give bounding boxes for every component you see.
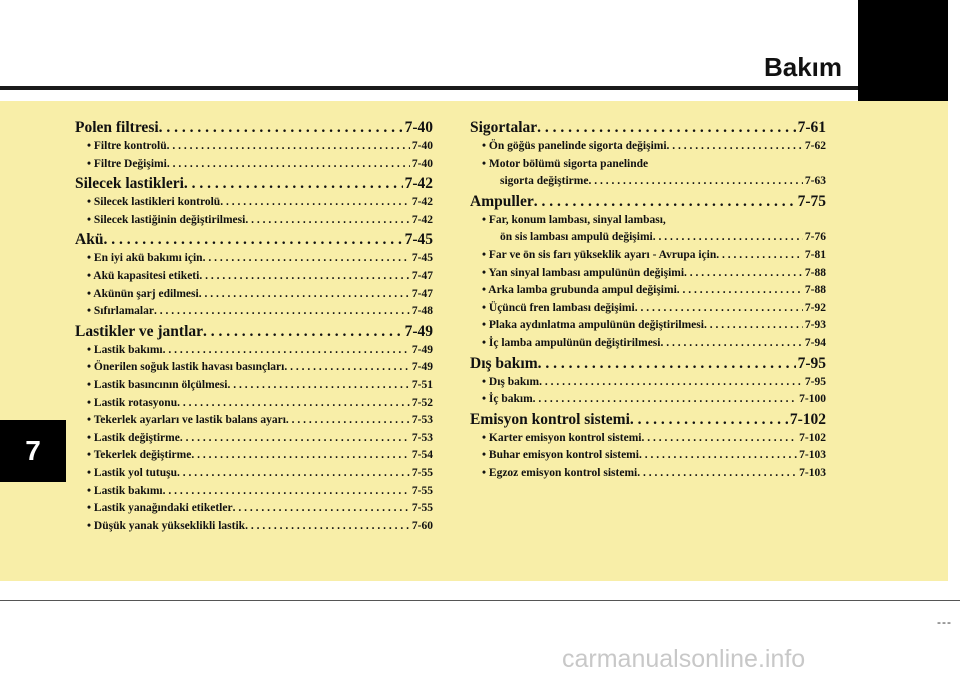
toc-subentry [75,359,433,377]
toc-subentry [75,483,433,501]
toc-subentry [75,250,433,268]
entry-title: • Arka lamba grubunda ampul değişimi [482,284,677,297]
toc-subentry: • Far, konum lambası, sinyal lambası, [482,213,666,226]
entry-title: • Dış bakım [482,375,540,388]
page-number: 7-45 [411,252,433,265]
toc-subentry [75,286,433,304]
dot-leader [286,412,410,430]
toc-subentry [75,465,433,483]
page-number: 7-42 [404,175,433,193]
entry-title: • Akünün şarj edilmesi [87,287,199,300]
entry-title: • Lastik bakımı [87,343,163,356]
chapter-tab: 7 [0,420,66,482]
page-number: 7-49 [404,322,433,340]
dot-leader [639,447,797,465]
watermark: carmanualsonline.info [562,645,806,673]
dot-leader [191,447,410,465]
dot-leader [533,391,797,409]
dot-leader [203,250,410,268]
page-number: 7-51 [411,378,433,391]
page-number: 7-102 [799,431,826,444]
dot-leader [154,303,410,321]
entry-title: • Buhar emisyon kontrol sistemi [482,449,639,462]
page-number: 7-103 [799,466,826,479]
dot-leader [184,173,403,194]
page-number: 7-40 [411,157,433,170]
entry-title: • Lastik bakımı [87,484,163,497]
entry-title: • Lastik basıncının ölçülmesi [87,378,228,391]
dot-leader [167,138,410,156]
entry-title: • Akü kapasitesi etiketi [87,269,200,282]
dot-leader [177,465,410,483]
corner-marks: --- [937,615,952,629]
entry-title: Ampuller [470,192,534,210]
entry-title: • Tekerlek değiştirme [87,449,192,462]
toc-subentry [75,377,433,395]
dot-leader [667,138,803,156]
dot-leader [716,247,803,265]
entry-title: Dış bakım [470,354,538,372]
toc-right-column [470,117,826,483]
toc-subentry [470,138,826,156]
toc-subentry [75,518,433,536]
entry-title: • Egzoz emisyon kontrol sistemi [482,466,638,479]
toc-subentry [75,395,433,413]
entry-title: • En iyi akü bakımı için [87,252,203,265]
dot-leader [199,268,410,286]
entry-title: • Far ve ön sis farı yükseklik ayarı - Avrupa için [482,248,717,261]
entry-title: • Ön göğüs panelinde sigorta değişimi [482,140,667,152]
toc-subentry [75,303,433,321]
toc-entry [75,229,433,250]
page-number: 7-55 [411,502,433,515]
page-number: 7-45 [404,231,433,249]
entry-title: • Önerilen soğuk lastik havası basınçları [87,361,285,374]
entry-title: • Filtre kontrolü [87,140,167,152]
toc-subentry [75,447,433,465]
toc-subentry [75,212,433,230]
page-number: 7-49 [411,343,433,356]
toc-subentry [470,447,826,465]
toc-subentry [470,374,826,392]
dot-leader [284,359,410,377]
page-number: 7-47 [411,287,433,300]
entry-title: • Plaka aydınlatma ampulünün değiştirilmesi [482,319,704,332]
page-number: 7-100 [799,393,826,406]
page-number: 7-42 [411,196,433,209]
entry-title: sigorta değiştirme [500,175,589,188]
page-number: 7-40 [404,119,433,136]
page-number: 7-53 [411,414,433,427]
dot-leader [167,156,410,174]
page-number: 7-55 [411,484,433,497]
dot-leader [635,300,803,318]
page-number: 7-55 [411,466,433,479]
dot-leader [177,395,410,413]
page-number: 7-60 [411,519,433,532]
page-number: 7-40 [411,140,433,152]
section-title: Bakım [763,52,842,82]
toc-subentry [75,412,433,430]
dot-leader [537,117,795,138]
toc-subentry [470,300,826,318]
dot-leader [704,317,803,335]
toc-subentry [75,430,433,448]
toc-entry [75,117,433,138]
dot-leader [245,518,410,536]
toc-subentry [470,335,826,353]
entry-title: Lastikler ve jantlar [75,322,204,340]
toc-subentry [470,265,826,283]
entry-title: Emisyon kontrol sistemi [470,410,630,428]
toc-subentry [75,342,433,360]
toc-subentry [470,247,826,265]
entry-title: • Silecek lastikleri kontrolü [87,196,221,209]
page-number: 7-61 [797,119,826,136]
toc-subentry: • Motor bölümü sigorta panelinde [482,157,649,170]
entry-title: ön sis lambası ampulü değişimi [500,231,653,244]
toc-subentry [75,156,433,174]
page-number: 7-95 [797,354,826,372]
toc-subentry [470,317,826,335]
entry-title: • Lastik yanağındaki etiketler [87,502,233,515]
toc-subentry [75,194,433,212]
toc-subentry [470,391,826,409]
entry-title: • İç bakım [482,393,533,406]
toc-entry [470,191,826,212]
toc-subentry [470,465,826,483]
dot-leader [684,265,803,283]
dot-leader [220,194,410,212]
page-number: 7-103 [799,449,826,462]
entry-title: • Tekerlek ayarları ve lastik balans ayarı [87,414,286,427]
toc-entry [75,173,433,194]
dot-leader [180,430,410,448]
page-number: 7-88 [804,284,826,297]
toc-entry [75,321,433,342]
page-number: 7-88 [804,266,826,279]
dot-leader [103,229,402,250]
dot-leader [677,282,803,300]
toc-entry [470,353,826,374]
dot-leader [203,321,403,342]
dot-leader [163,483,410,501]
dot-leader [539,374,803,392]
toc-subentry [75,138,433,156]
entry-title: • Sıfırlamalar [87,305,154,318]
dot-leader [630,409,788,430]
entry-title: • Lastik rotasyonu [87,396,178,409]
entry-title: Silecek lastikleri [75,175,184,193]
entry-title: • Düşük yanak yükseklikli lastik [87,519,246,532]
toc-subentry [470,229,826,247]
entry-title: • Silecek lastiğinin değiştirilmesi [87,213,246,226]
dot-leader [227,377,409,395]
toc-subentry [470,282,826,300]
toc-entry [470,117,826,138]
entry-title: Sigortalar [470,119,538,136]
dot-leader [637,465,797,483]
dot-leader [159,117,403,138]
page-number: 7-95 [804,375,826,388]
entry-title: • Üçüncü fren lambası değişimi [482,301,635,314]
corner-black-tab [858,0,948,102]
dot-leader [233,500,410,518]
page-number: 7-49 [411,361,433,374]
dot-leader [163,342,410,360]
page-number: 7-52 [411,396,433,409]
dot-leader [653,229,803,247]
dot-leader [534,191,796,212]
dot-leader [538,353,796,374]
page-number: 7-81 [804,248,826,261]
page-number: 7-42 [411,213,433,226]
page-number: 7-47 [411,269,433,282]
toc-entry [470,409,826,430]
toc-subentry [470,173,826,191]
toc-subentry [470,430,826,448]
dot-leader [641,430,797,448]
header-divider [0,86,858,90]
page-number: 7-62 [804,140,826,152]
page-number: 7-48 [411,305,433,318]
page-number: 7-53 [411,431,433,444]
toc-subentry [75,268,433,286]
entry-title: • Lastik yol tutuşu [87,466,177,479]
page-number: 7-75 [797,192,826,210]
page-number: 7-93 [804,319,826,332]
toc-subentry [75,500,433,518]
page-number: 7-94 [804,336,826,349]
toc-left-column [75,117,433,535]
dot-leader [660,335,802,353]
page-number: 7-63 [804,175,826,188]
page-number: 7-76 [804,231,826,244]
entry-title: • Karter emisyon kontrol sistemi [482,431,642,444]
page-number: 7-54 [411,449,433,462]
page-number: 7-102 [789,410,826,428]
page-number: 7-92 [804,301,826,314]
dot-leader [199,286,410,304]
entry-title: • İç lamba ampulünün değiştirilmesi [482,336,661,349]
entry-title: Akü [75,231,104,249]
entry-title: Polen filtresi [75,119,159,136]
entry-title: • Filtre Değişimi [87,157,167,170]
entry-title: • Lastik değiştirme [87,431,180,444]
entry-title: • Yan sinyal lambası ampulünün değişimi [482,266,685,279]
dot-leader [588,173,802,191]
dot-leader [245,212,410,230]
footer-divider [0,600,960,601]
